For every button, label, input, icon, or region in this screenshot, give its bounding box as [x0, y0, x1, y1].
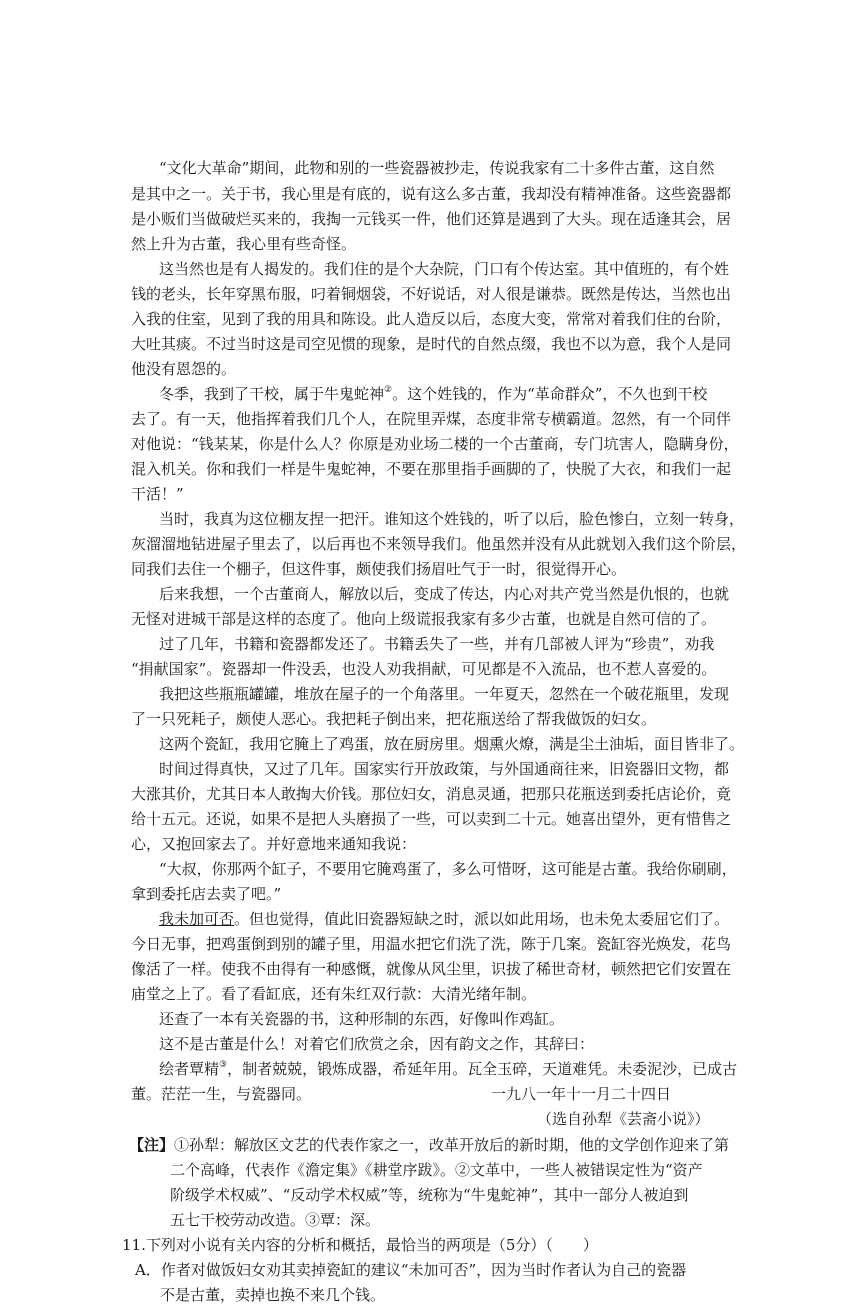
text-line: [131, 659, 716, 679]
line-text: 我把这些瓶瓶罐罐，堆放在屋子的一个角落里。一年夏天，忽然在一个破花瓶里，发现: [159, 685, 730, 703]
line-text: “大叔，你那两个缸子，不要用它腌鸡蛋了，多么可惜呀，这可能是古董。我给你刷刷，: [159, 860, 737, 878]
line-text-tail: 。这个姓钱的，作为“革命群众”，不久也到干校: [392, 385, 708, 403]
line-text: 像活了一样。使我不由得有一种感慨，就像从风尘里，识拔了稀世奇材，顿然把它们安置在: [131, 960, 732, 978]
text-line: [159, 584, 729, 604]
line-text: 钱的老头，长年穿黑布服，叼着铜烟袋，不好说话，对人很是谦恭。既然是传达，当然也出: [131, 285, 732, 303]
text-line: [131, 934, 731, 954]
line-text: 入我的住室，见到了我的用具和陈设。此人造反以后，态度大变，常常对着我们住的台阶，: [131, 310, 732, 328]
line-text: 还查了一本有关瓷器的书，这种形制的东西，好像叫作鸡缸。: [159, 1010, 565, 1028]
line-text: 是小贩们当做破烂买来的，我掏一元钱买一件，他们还算是遇到了大头。现在适逢其会，居: [131, 210, 732, 228]
text-line: [131, 434, 739, 454]
line-text: 这当然也是有人揭发的。我们住的是个大杂院，门口有个传达室。其中值班的，有个姓: [159, 260, 730, 278]
line-text: 后来我想，一个古董商人，解放以后，变成了传达，内心对共产党当然是仇恨的，也就: [159, 585, 730, 603]
line-text: 这两个瓷缸，我用它腌上了鸡蛋，放在厨房里。烟熏火燎，满是尘土油垢，面目皆非了。: [159, 735, 745, 753]
note-label: 【注】: [129, 1136, 175, 1154]
footnote-marker: ②: [384, 385, 393, 395]
text-line: [159, 734, 744, 754]
line-text: 时间过得真快，又过了几年。国家实行开放政策，与外国通商往来，旧瓷器旧文物，都: [159, 760, 730, 778]
text-line: [131, 359, 236, 379]
line-text: 当时，我真为这位棚友捏一把汗。谁知这个姓钱的，听了以后，脸色惨白，立刻一转身，: [159, 510, 745, 528]
text-line: [131, 309, 731, 329]
line-text: A．作者对做饭妇女劝其卖掉瓷缸的建议“未加可否”，因为当时作者认为自己的瓷器: [135, 1261, 687, 1279]
line-text: 了一只死耗子，颇使人恶心。我把耗子倒出来，把花瓶送给了帮我做饭的妇女。: [131, 710, 657, 728]
line-text: 冬季，我到了干校，属于牛鬼蛇神: [159, 385, 385, 403]
text-line: [131, 784, 731, 804]
line-text: 拿到委托店去卖了吧。”: [131, 885, 282, 903]
line-text: 去了。有一天，他指挥着我们几个人，在院里弄煤，态度非常专横霸道。忽然，有一个同伴: [131, 410, 732, 428]
line-text: 过了几年，书籍和瓷器都发还了。书籍丢失了一些，并有几部被人评为“珍贵”，劝我: [159, 635, 715, 653]
text-line: [131, 409, 731, 429]
line-text: 无怪对进城干部是这样的态度了。他向上级谎报我家有多少古董，也就是自然可信的了。: [131, 610, 717, 628]
line-text: 二个高峰，代表作《澹定集》《耕堂序跋》。②文革中，一些人被错误定性为“资产: [170, 1161, 703, 1179]
text-line: [159, 384, 707, 404]
right-aligned-text: 一九八一年十一月二十四日: [491, 1085, 672, 1103]
line-text: 大吐其痰。不过当时这是司空见惯的现象，是时代的自然点缀，我也不以为意，我个人是同: [131, 335, 732, 353]
text-line: [159, 1059, 737, 1079]
line-text: 心，又抱回家去了。并好意地来通知我说：: [131, 835, 417, 853]
text-line: [131, 884, 281, 904]
text-line: [159, 1009, 564, 1029]
text-line: [159, 859, 737, 879]
line-text: 这不是古董是什么！对着它们欣赏之余，因有韵文之作，其辞曰：: [159, 1035, 595, 1053]
line-text: 董。茫茫一生，与瓷器同。: [131, 1085, 312, 1103]
text-line: [131, 534, 746, 554]
footnote-marker: ③: [219, 1060, 228, 1070]
text-line: [170, 1185, 688, 1205]
text-line: [170, 1210, 380, 1230]
text-line: [159, 909, 729, 929]
text-line: [131, 284, 731, 304]
line-text: 不是古董，卖掉也换不来几个钱。: [160, 1286, 386, 1304]
text-line: [131, 959, 731, 979]
text-line: [135, 1260, 686, 1280]
line-text: 。但也觉得，值此旧瓷器短缺之时，派以如此用场，也未免太委屈它们了。: [234, 910, 730, 928]
line-text: 是其中之一。关于书，我心里是有底的，说有这么多古董，我却没有精神准备。这些瓷器都: [131, 185, 732, 203]
underlined-phrase: 我未加可否: [159, 910, 235, 928]
line-text: 给十五元。还说，如果不是把人头磨损了一些，可以卖到二十元。她喜出望外，更有惜售之: [131, 810, 732, 828]
line-text: 绘者覃精: [159, 1060, 220, 1078]
text-line: [122, 1235, 598, 1255]
text-line: [160, 1285, 385, 1305]
right-aligned-text: （选自孙犁《芸斋小说》）: [537, 1110, 710, 1128]
line-text: 然上升为古董，我心里有些奇怪。: [131, 235, 357, 253]
text-line: [131, 609, 716, 629]
line-text: 庙堂之上了。看了看缸底，还有朱红双行款：大清光绪年制。: [131, 985, 537, 1003]
line-text: 干活！”: [131, 485, 184, 503]
line-text: “捐献国家”。瓷器却一件没丢，也没人劝我捐献，可见都是不入流品，也不惹人喜爱的。: [131, 660, 717, 678]
line-text: 阶级学术权威”、“反动学术权威”等，统称为“牛鬼蛇神”，其中一部分人被迫到: [170, 1186, 689, 1204]
text-line: [131, 559, 626, 579]
line-text-tail: ，制者兢兢，锻炼成器，希延年用。瓦全玉碎，天道难凭。未委泥沙，已成古: [227, 1060, 738, 1078]
text-line: [159, 158, 714, 178]
text-line: [131, 1084, 672, 1104]
text-line: [129, 1135, 729, 1155]
line-text: 五七干校劳动改造。③覃：深。: [170, 1211, 381, 1229]
text-line: [159, 634, 714, 654]
text-line: [159, 684, 729, 704]
text-line: [131, 234, 356, 254]
line-text: 大涨其价，尤其日本人敢掏大价钱。那位妇女，消息灵通，把那只花瓶送到委托店论价，竟: [131, 785, 732, 803]
text-line: [131, 709, 656, 729]
line-text: 今日无事，把鸡蛋倒到别的罐子里，用温水把它们洗了洗，陈于几案。瓷缸容光焕发，花鸟: [131, 935, 732, 953]
text-line: [159, 259, 729, 279]
text-line: [131, 834, 416, 854]
text-line: [131, 184, 731, 204]
text-line: [159, 1034, 594, 1054]
text-line: [131, 459, 731, 479]
line-text: ①孙犁：解放区文艺的代表作家之一，改革开放后的新时期，他的文学创作迎来了第: [174, 1136, 730, 1154]
text-line: [159, 759, 729, 779]
line-text: “文化大革命”期间，此物和别的一些瓷器被抄走，传说我家有二十多件古董，这自然: [159, 159, 715, 177]
line-text: 他没有恩怨的。: [131, 360, 237, 378]
line-text: 同我们去住一个棚子，但这件事，颇使我们扬眉吐气于一时，很觉得开心。: [131, 560, 627, 578]
line-text: 11.下列对小说有关内容的分析和概括，最恰当的两项是（5分）（ ）: [122, 1236, 598, 1254]
line-text: 对他说：“钱某某，你是什么人？你原是劝业场二楼的一个古董商，专门坑害人，隐瞒身份，: [131, 435, 739, 453]
text-line: [159, 509, 744, 529]
text-line: [131, 484, 184, 504]
line-text: 灰溜溜地钻进屋子里去了，以后再也不来领导我们。他虽然并没有从此就划入我们这个阶层，: [131, 535, 747, 553]
text-line: [131, 334, 731, 354]
text-line: [170, 1160, 703, 1180]
line-text: 混入机关。你和我们一样是牛鬼蛇神，不要在那里指手画脚的了，快脱了大衣，和我们一起: [131, 460, 732, 478]
text-line: [131, 984, 536, 1004]
text-line: [131, 209, 731, 229]
text-line: [131, 809, 731, 829]
